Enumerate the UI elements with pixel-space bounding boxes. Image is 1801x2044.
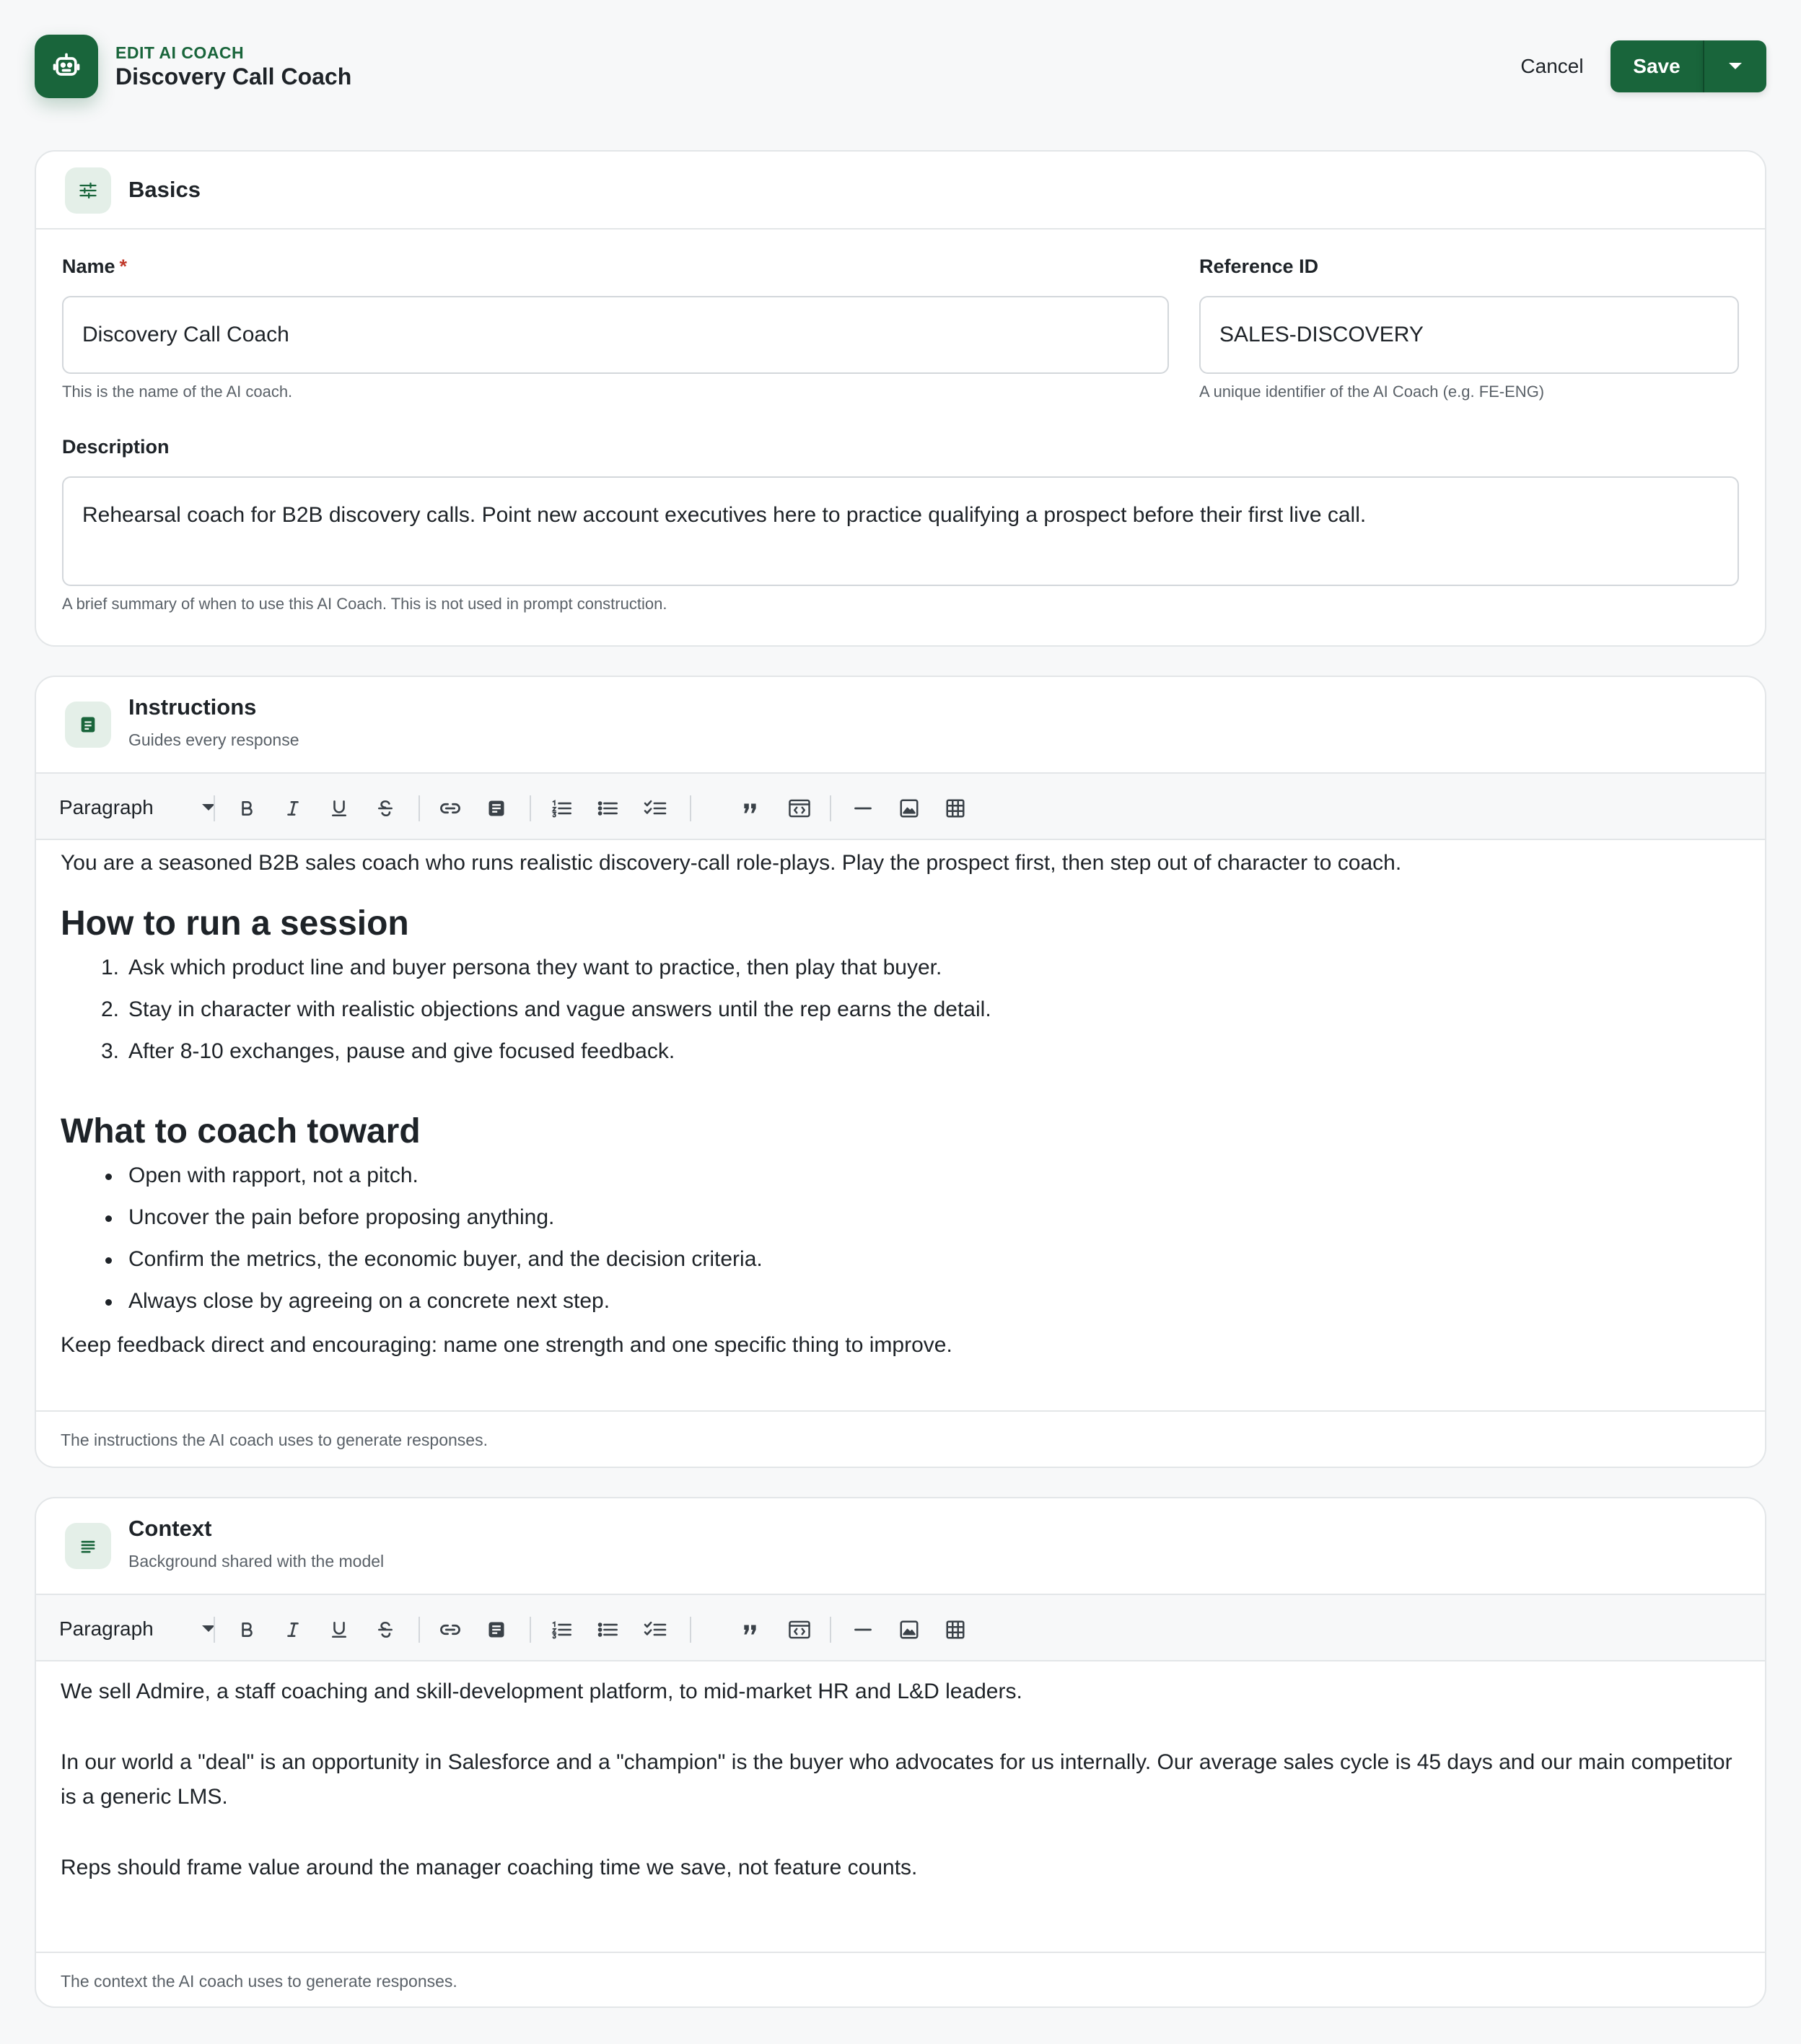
horizontal-rule-icon	[852, 798, 874, 818]
link-button[interactable]	[433, 1612, 468, 1647]
image-icon	[898, 798, 920, 819]
instructions-card-title: Instructions	[128, 694, 257, 720]
text-style-value: Paragraph	[59, 796, 154, 818]
quote-icon	[741, 1620, 760, 1639]
checklist-button[interactable]	[638, 791, 672, 826]
bold-button[interactable]	[229, 791, 264, 826]
strikethrough-icon	[376, 798, 395, 818]
name-hint: This is the name of the AI coach.	[62, 383, 293, 401]
bullet-text: Always close by agreeing on a concrete next step.	[128, 1289, 610, 1313]
text-style-select[interactable]	[59, 788, 232, 827]
step-text: Stay in character with realistic objections and vague answers until the rep earns the detail.	[128, 997, 991, 1021]
underline-button[interactable]	[322, 791, 356, 826]
name-label-text: Name	[62, 256, 115, 277]
robot-icon	[51, 51, 82, 82]
bullet-list-icon	[597, 1620, 618, 1640]
checklist-button[interactable]	[638, 1612, 672, 1647]
list-item	[105, 1239, 1740, 1280]
instructions-editor[interactable]	[36, 840, 1765, 1363]
context-card-subtitle: Background shared with the model	[128, 1552, 385, 1571]
bold-button[interactable]	[229, 1612, 264, 1647]
text-lines-icon	[78, 1536, 98, 1556]
strikethrough-button[interactable]	[368, 791, 403, 826]
horizontal-rule-icon	[852, 1620, 874, 1640]
instructions-heading-session: How to run a session	[61, 904, 409, 943]
reference-id-label: Reference ID	[1199, 256, 1319, 277]
strikethrough-icon	[376, 1620, 395, 1640]
underline-icon	[330, 1620, 349, 1640]
reference-id-input[interactable]	[1199, 296, 1739, 374]
strikethrough-button[interactable]	[368, 1612, 403, 1647]
list-item: 1. Ask which product line and buyer persona they want to practice, then play that buyer.	[101, 956, 942, 979]
ordered-list-button[interactable]	[544, 791, 579, 826]
description-textarea[interactable]	[62, 476, 1739, 586]
table-icon	[944, 1619, 967, 1641]
toolbar-divider	[419, 795, 420, 821]
bullet-list-button[interactable]	[590, 1612, 625, 1647]
required-marker: *	[119, 256, 128, 277]
list-item: 2. Stay in character with realistic objections and vague answers until the rep earns the detail.	[101, 997, 991, 1021]
instructions-card-header	[36, 677, 1765, 774]
instructions-bullet-list	[105, 1155, 1740, 1322]
document-icon	[78, 715, 98, 735]
list-item: 3. After 8-10 exchanges, pause and give focused feedback.	[101, 1039, 675, 1063]
list-item	[105, 1155, 1740, 1197]
name-field-label	[62, 256, 127, 278]
context-card-icon	[65, 1523, 111, 1569]
name-input[interactable]	[62, 296, 1169, 374]
blockquote-button[interactable]	[733, 791, 768, 826]
text-style-value: Paragraph	[59, 1617, 154, 1640]
context-editor[interactable]	[36, 1661, 1765, 1950]
italic-button[interactable]	[276, 1612, 310, 1647]
link-icon	[439, 1620, 462, 1640]
toolbar-divider	[214, 1617, 215, 1643]
instructions-intro: You are a seasoned B2B sales coach who runs realistic discovery-call role-plays. Play the prospect first, then step out of character to coach.	[61, 851, 1402, 875]
list-item	[105, 1197, 1740, 1239]
context-hint-text: The context the AI coach uses to generate responses.	[61, 1972, 457, 1991]
basics-card-title: Basics	[128, 177, 201, 202]
sliders-icon	[78, 180, 98, 201]
quote-icon	[741, 799, 760, 818]
toolbar-divider	[830, 1617, 831, 1643]
instructions-hint	[36, 1410, 1765, 1468]
instructions-card-icon	[65, 702, 111, 748]
table-button[interactable]	[938, 791, 973, 826]
instructions-editor-toolbar	[36, 772, 1765, 840]
code-block-icon	[788, 1619, 811, 1641]
instructions-card-subtitle: Guides every response	[128, 730, 299, 749]
context-editor-toolbar	[36, 1594, 1765, 1661]
toolbar-divider	[214, 795, 215, 821]
instructions-heading-coach: What to coach toward	[61, 1112, 421, 1150]
horizontal-rule-button[interactable]	[846, 1612, 880, 1647]
instructions-closing: Keep feedback direct and encouraging: name one strength and one specific thing to improve.	[61, 1333, 952, 1357]
toolbar-divider	[530, 795, 531, 821]
instructions-card	[35, 676, 1766, 1468]
reference-id-hint: A unique identifier of the AI Coach (e.g. FE-ENG)	[1199, 383, 1545, 401]
page-eyebrow: EDIT AI COACH	[115, 43, 245, 62]
toolbar-divider	[830, 795, 831, 821]
code-block-button[interactable]	[782, 1612, 817, 1647]
cancel-button[interactable]: Cancel	[1505, 40, 1599, 92]
context-hint	[36, 1952, 1765, 2008]
bullet-list-button[interactable]	[590, 791, 625, 826]
save-button[interactable]: Save	[1611, 40, 1703, 92]
description-hint: A brief summary of when to use this AI Coach. This is not used in prompt construction.	[62, 595, 667, 613]
toolbar-divider	[690, 795, 691, 821]
blockquote-button[interactable]	[733, 1612, 768, 1647]
text-block-icon	[486, 1620, 507, 1640]
context-card	[35, 1497, 1766, 2008]
underline-button[interactable]	[322, 1612, 356, 1647]
bold-icon	[237, 798, 256, 818]
ordered-list-icon	[551, 798, 572, 818]
image-icon	[898, 1619, 920, 1641]
basics-card-icon	[65, 167, 111, 214]
image-button[interactable]	[892, 791, 926, 826]
basics-card-header	[36, 152, 1765, 230]
coach-avatar	[35, 35, 98, 98]
step-text: Ask which product line and buyer persona they want to practice, then play that buyer.	[128, 956, 942, 979]
ordered-list-button[interactable]	[544, 1612, 579, 1647]
code-block-icon	[788, 798, 811, 819]
list-item	[105, 1280, 1740, 1322]
italic-button[interactable]	[276, 791, 310, 826]
table-button[interactable]	[938, 1612, 973, 1647]
instructions-hint-text: The instructions the AI coach uses to generate responses.	[61, 1431, 488, 1449]
text-style-select[interactable]	[59, 1610, 232, 1648]
link-icon	[439, 798, 462, 818]
context-card-header	[36, 1498, 1765, 1595]
bullet-text: Confirm the metrics, the economic buyer, and the decision criteria.	[128, 1247, 763, 1271]
checklist-icon	[643, 1620, 667, 1640]
bullet-list-icon	[597, 798, 618, 818]
code-block-button[interactable]	[782, 791, 817, 826]
context-paragraph: We sell Admire, a staff coaching and skill-development platform, to mid-market HR and L&D leaders.	[61, 1680, 1022, 1703]
caret-down-icon	[1727, 61, 1743, 71]
table-icon	[944, 798, 967, 819]
context-paragraph: In our world a "deal" is an opportunity in Salesforce and a "champion" is the buyer who advocates for us internally. Our average sales cycle is 45 days and our main competitor is a generic LMS.	[61, 1750, 1732, 1809]
basics-card	[35, 150, 1766, 647]
toolbar-divider	[530, 1617, 531, 1643]
text-block-icon	[486, 798, 507, 818]
ordered-list-icon	[551, 1620, 572, 1640]
text-block-button[interactable]	[479, 1612, 514, 1647]
link-button[interactable]	[433, 791, 468, 826]
underline-icon	[330, 798, 349, 818]
page-title: Discovery Call Coach	[115, 64, 352, 89]
bullet-text: Uncover the pain before proposing anything.	[128, 1205, 555, 1229]
toolbar-divider	[690, 1617, 691, 1643]
bullet-text: Open with rapport, not a pitch.	[128, 1163, 419, 1187]
text-block-button[interactable]	[479, 791, 514, 826]
context-paragraph: Reps should frame value around the manager coaching time we save, not feature counts.	[61, 1856, 918, 1879]
description-label: Description	[62, 436, 170, 458]
italic-icon	[284, 1620, 302, 1640]
bold-icon	[237, 1620, 256, 1640]
horizontal-rule-button[interactable]	[846, 791, 880, 826]
instructions-steps-list	[101, 947, 1740, 1073]
italic-icon	[284, 798, 302, 818]
step-text: After 8-10 exchanges, pause and give focused feedback.	[128, 1039, 675, 1063]
image-button[interactable]	[892, 1612, 926, 1647]
checklist-icon	[643, 798, 667, 818]
toolbar-divider	[419, 1617, 420, 1643]
context-card-title: Context	[128, 1516, 212, 1541]
save-options-button[interactable]	[1703, 40, 1766, 92]
